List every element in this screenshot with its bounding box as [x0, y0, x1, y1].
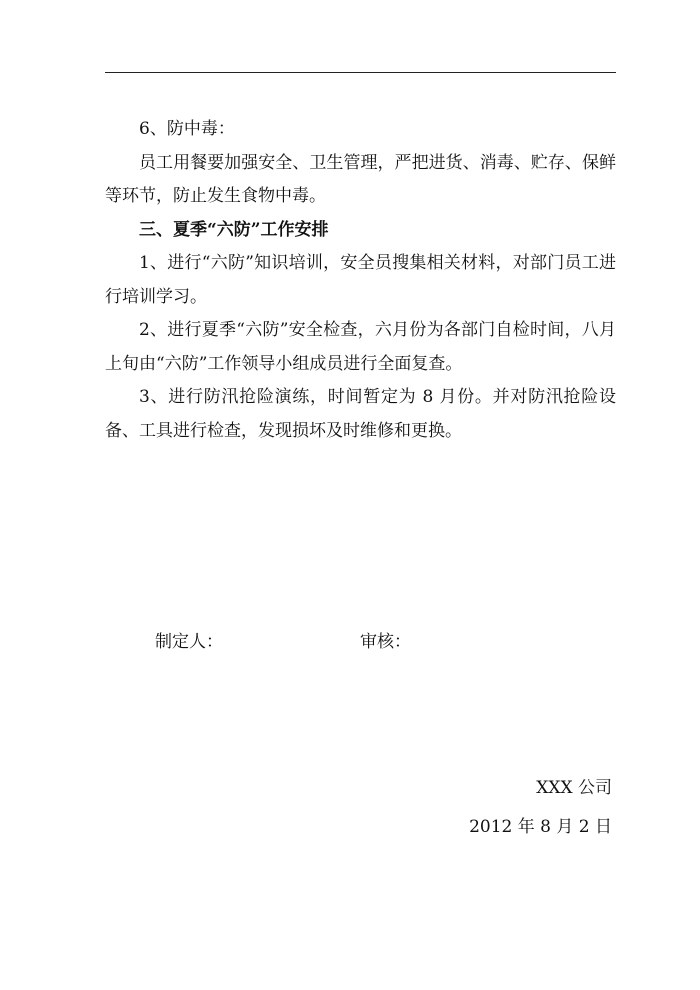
section-3-item-2: 2、进行夏季“六防”安全检查，六月份为各部门自检时间，八月上旬由“六防”工作领导小组成员进行全面复查。 [105, 320, 616, 374]
reviewer-label: 审核： [360, 632, 411, 652]
document-body [105, 113, 616, 448]
section-3-item-3: 3、进行防汛抢险演练，时间暂定为 8 月份。并对防汛抢险设备、工具进行检查，发现损坏及时维修和更换。 [105, 387, 616, 441]
section-6-body: 员工用餐要加强安全、卫生管理，严把进货、消毒、贮存、保鲜等环节，防止发生食物中毒。 [105, 152, 616, 206]
header-rule [105, 72, 616, 73]
section-3-heading: 三、夏季“六防”工作安排 [139, 219, 329, 240]
maker-label: 制定人： [155, 632, 223, 652]
signature-line [0, 627, 700, 655]
section-3-item-1: 1、进行“六防”知识培训，安全员搜集相关材料，对部门员工进行培训学习。 [105, 253, 616, 307]
company-name: XXX 公司 [536, 778, 612, 798]
section-6-title: 6、防中毒： [139, 119, 235, 139]
document-date: 2012 年 8 月 2 日 [469, 817, 612, 837]
